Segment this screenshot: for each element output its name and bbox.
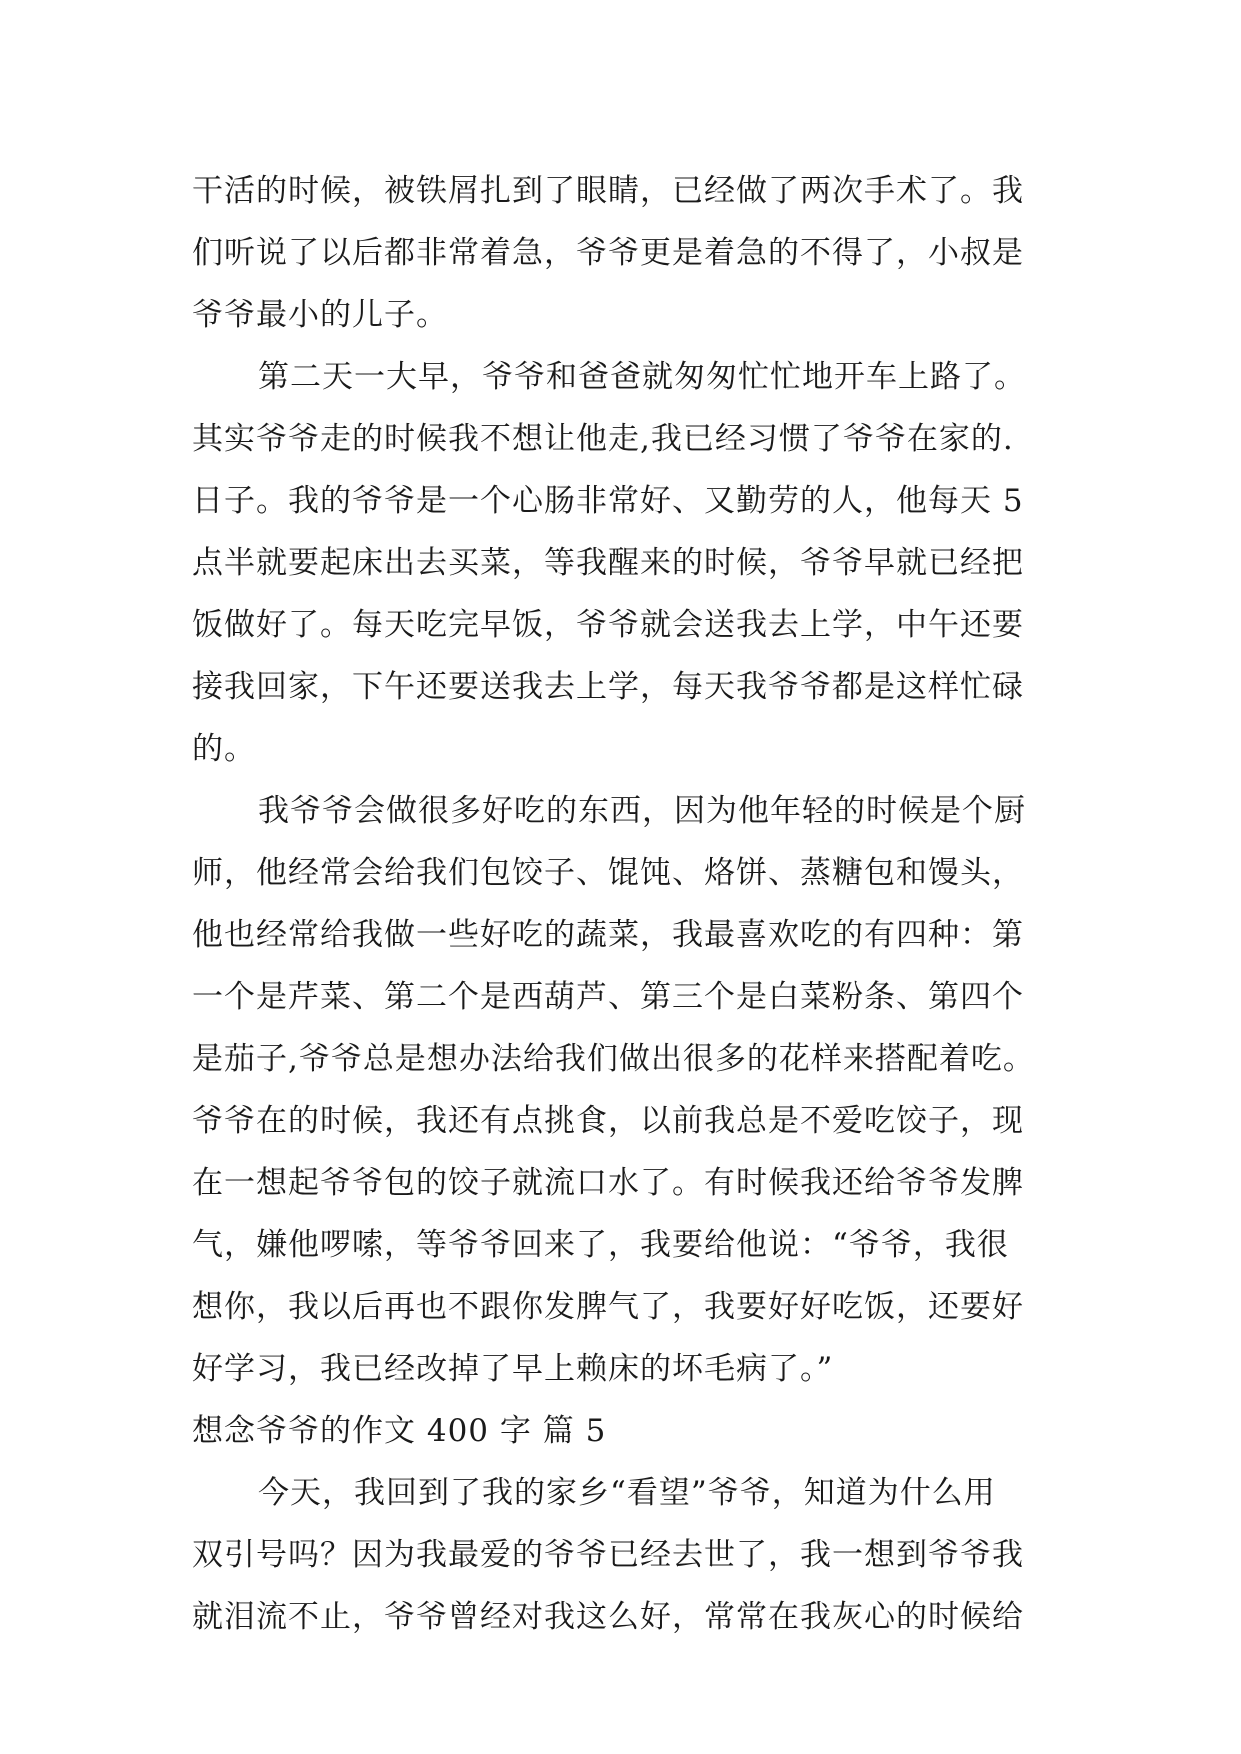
text-line: 爷爷最小的儿子。	[192, 297, 448, 333]
document-body	[192, 160, 1052, 1648]
paragraph-2	[192, 346, 1052, 780]
text-line: 在一想起爷爷包的饺子就流口水了。有时候我还给爷爷发脾	[192, 1165, 1024, 1201]
text-line: 气，嫌他啰嗦，等爷爷回来了，我要给他说：“爷爷，我很	[192, 1227, 1009, 1263]
text-line: 双引号吗？因为我最爱的爷爷已经去世了，我一想到爷爷我	[192, 1537, 1024, 1573]
text-line: 第二天一大早，爷爷和爸爸就匆匆忙忙地开车上路了。	[258, 359, 1026, 395]
text-line: 爷爷在的时候，我还有点挑食，以前我总是不爱吃饺子，现	[192, 1103, 1024, 1139]
text-line: 今天，我回到了我的家乡“看望”爷爷，知道为什么用	[258, 1475, 996, 1511]
text-line: 点半就要起床出去买菜，等我醒来的时候，爷爷早就已经把	[192, 545, 1024, 581]
text-line: 的。	[192, 731, 256, 767]
text-line: 他也经常给我做一些好吃的蔬菜，我最喜欢吃的有四种：第	[192, 917, 1024, 953]
text-line: 们听说了以后都非常着急，爷爷更是着急的不得了，小叔是	[192, 235, 1024, 271]
text-line: 饭做好了。每天吃完早饭，爷爷就会送我去上学，中午还要	[192, 607, 1024, 643]
text-line: 就泪流不止，爷爷曾经对我这么好，常常在我灰心的时候给	[192, 1599, 1024, 1635]
paragraph-1	[192, 160, 1052, 346]
text-line: 干活的时候，被铁屑扎到了眼睛，已经做了两次手术了。我	[192, 173, 1024, 209]
text-line: 日子。我的爷爷是一个心肠非常好、又勤劳的人，他每天 5	[192, 483, 1024, 519]
text-line: 一个是芹菜、第二个是西葫芦、第三个是白菜粉条、第四个	[192, 979, 1024, 1015]
text-line: 好学习，我已经改掉了早上赖床的坏毛病了。”	[192, 1351, 834, 1387]
text-line: 想你，我以后再也不跟你发脾气了，我要好好吃饭，还要好	[192, 1289, 1024, 1325]
section-heading: 想念爷爷的作文 400 字 篇 5	[192, 1413, 607, 1449]
text-line: 是茄子,爷爷总是想办法给我们做出很多的花样来搭配着吃。	[192, 1041, 1035, 1077]
paragraph-4	[192, 1462, 1052, 1648]
text-line: 师，他经常会给我们包饺子、馄饨、烙饼、蒸糖包和馒头，	[192, 855, 1024, 891]
text-line: 其实爷爷走的时候我不想让他走,我已经习惯了爷爷在家的.	[192, 421, 1014, 457]
text-line: 接我回家，下午还要送我去上学，每天我爷爷都是这样忙碌	[192, 669, 1024, 705]
text-line: 我爷爷会做很多好吃的东西，因为他年轻的时候是个厨	[258, 793, 1026, 829]
paragraph-3	[192, 780, 1052, 1400]
